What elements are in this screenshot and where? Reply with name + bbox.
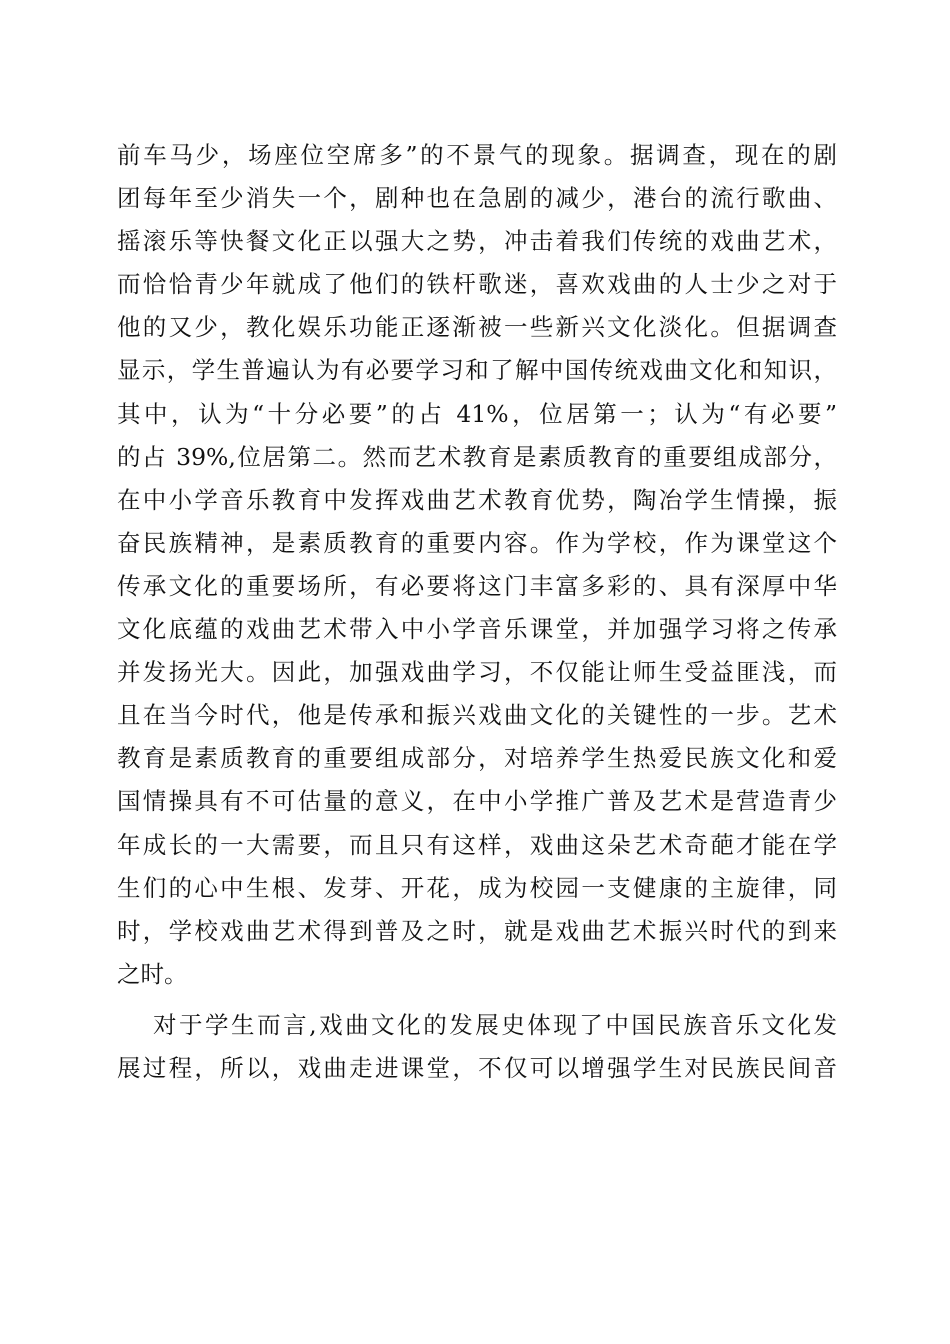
paragraph-gap xyxy=(117,998,837,1006)
paragraph-1 xyxy=(117,136,837,994)
text-line: 时，学校戏曲艺术得到普及之时，就是戏曲艺术振兴时代的到来 xyxy=(117,916,837,945)
text-line: 并发扬光大。因此，加强戏曲学习，不仅能让师生受益匪浅，而 xyxy=(117,658,837,687)
text-line: 在中小学音乐教育中发挥戏曲艺术教育优势，陶冶学生情操，振 xyxy=(117,485,837,514)
text-line: 年成长的一大需要，而且只有这样，戏曲这朵艺术奇葩才能在学 xyxy=(117,830,837,859)
text-line: 教育是素质教育的重要组成部分，对培养学生热爱民族文化和爱 xyxy=(117,744,837,773)
text-line: 奋民族精神，是素质教育的重要内容。作为学校，作为课堂这个 xyxy=(117,528,837,557)
text-line: 展过程，所以，戏曲走进课堂，不仅可以增强学生对民族民间音 xyxy=(117,1053,837,1082)
text-line: 前车马少，场座位空席多”的不景气的现象。据调查，现在的剧 xyxy=(117,141,837,169)
text-line: 其中，认为“十分必要”的占 41%，位居第一；认为“有必要” xyxy=(117,399,837,428)
text-line: 而恰恰青少年就成了他们的铁杆歌迷，喜欢戏曲的人士少之对于 xyxy=(117,270,837,299)
text-line: 的占 39%,位居第二。然而艺术教育是素质教育的重要组成部分， xyxy=(117,442,837,471)
text-line: 国情操具有不可估量的意义，在中小学推广普及艺术是营造青少 xyxy=(117,787,837,816)
body-text xyxy=(117,136,837,1092)
text-line: 团每年至少消失一个，剧种也在急剧的减少，港台的流行歌曲、 xyxy=(117,184,837,213)
text-line: 且在当今时代，他是传承和振兴戏曲文化的关键性的一步。艺术 xyxy=(117,701,837,730)
text-line: 之时。 xyxy=(117,959,188,988)
text-line: 生们的心中生根、发芽、开花，成为校园一支健康的主旋律，同 xyxy=(117,873,837,902)
text-line: 传承文化的重要场所，有必要将这门丰富多彩的、具有深厚中华 xyxy=(117,571,837,600)
text-line: 他的又少，教化娱乐功能正逐渐被一些新兴文化淡化。但据调查 xyxy=(117,313,837,342)
text-line: 对于学生而言,戏曲文化的发展史体现了中国民族音乐文化发 xyxy=(153,1010,837,1039)
paragraph-2 xyxy=(117,1006,837,1088)
text-line: 显示，学生普遍认为有必要学习和了解中国传统戏曲文化和知识， xyxy=(117,356,837,385)
text-line: 文化底蕴的戏曲艺术带入中小学音乐课堂，并加强学习将之传承 xyxy=(117,615,837,644)
text-line: 摇滚乐等快餐文化正以强大之势，冲击着我们传统的戏曲艺术， xyxy=(117,227,837,256)
